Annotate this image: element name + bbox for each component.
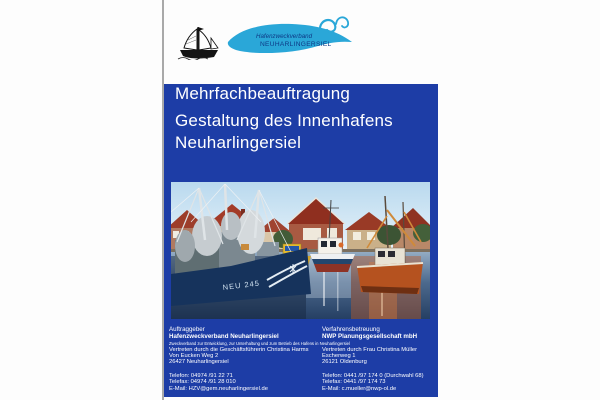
contact-left-phone: Telefon: 04974 /91 22 71 [169,372,233,379]
logo-org-line2: NEUHARLINGERSIEL [260,41,332,48]
contact-right-organization: NWP Planungsgesellschaft mbH [322,333,418,340]
contact-right [322,326,434,392]
cover-panel [164,84,438,397]
page-title-line3: Neuharlingersiel [175,133,302,152]
contact-left-organization: Hafenzweckverband Neuharlingersiel [169,333,279,340]
page-title-line2: Gestaltung des Innenhafens [175,111,393,130]
contact-left-suborg: Zweckverband zur Entwicklung, zur Unterhaltung und zum Betrieb des Hafens in Neuharlingersiel [169,340,350,346]
contact-left-fax: Telefax: 04974 /91 28 010 [169,379,236,386]
contact-left-street: Von Eucken Weg 2 [169,352,219,359]
boat-registration-text: NEU 245 [222,278,261,292]
sailing-ship-icon [176,26,224,60]
page-title-line1: Mehrfachbeauftragung [175,84,351,103]
contact-right-email: E-Mail: c.mueller@nwp-ol.de [322,385,397,392]
wave-banner [226,12,354,59]
logo-org-line1: Hafenzweckverband [256,33,313,40]
contact-right-phone: Telefon: 0441 /97 174 0 (Durchwahl 68) [322,372,424,379]
wave-curl-small-icon [336,17,348,27]
contact-left-role: Auftraggeber [169,326,205,333]
contact-right-representative: Vertreten durch Frau Christina Müller [322,346,418,353]
harbor-photo [171,182,430,319]
contact-left-city: 26427 Neuharlingersiel [169,359,229,366]
contact-right-city: 26121 Oldenburg [322,359,367,366]
contact-left-email: E-Mail: HZV@gem.neuharlingersiel.de [169,385,268,392]
contact-right-role: Verfahrensbetreuung [322,326,380,333]
contact-left-representative: Vertreten durch die Geschäftsführerin Christina Harms [169,346,309,353]
contact-right-street: Escherweg 1 [322,352,356,359]
contact-right-fax: Telefax: 0441 /97 174 73 [322,379,386,386]
